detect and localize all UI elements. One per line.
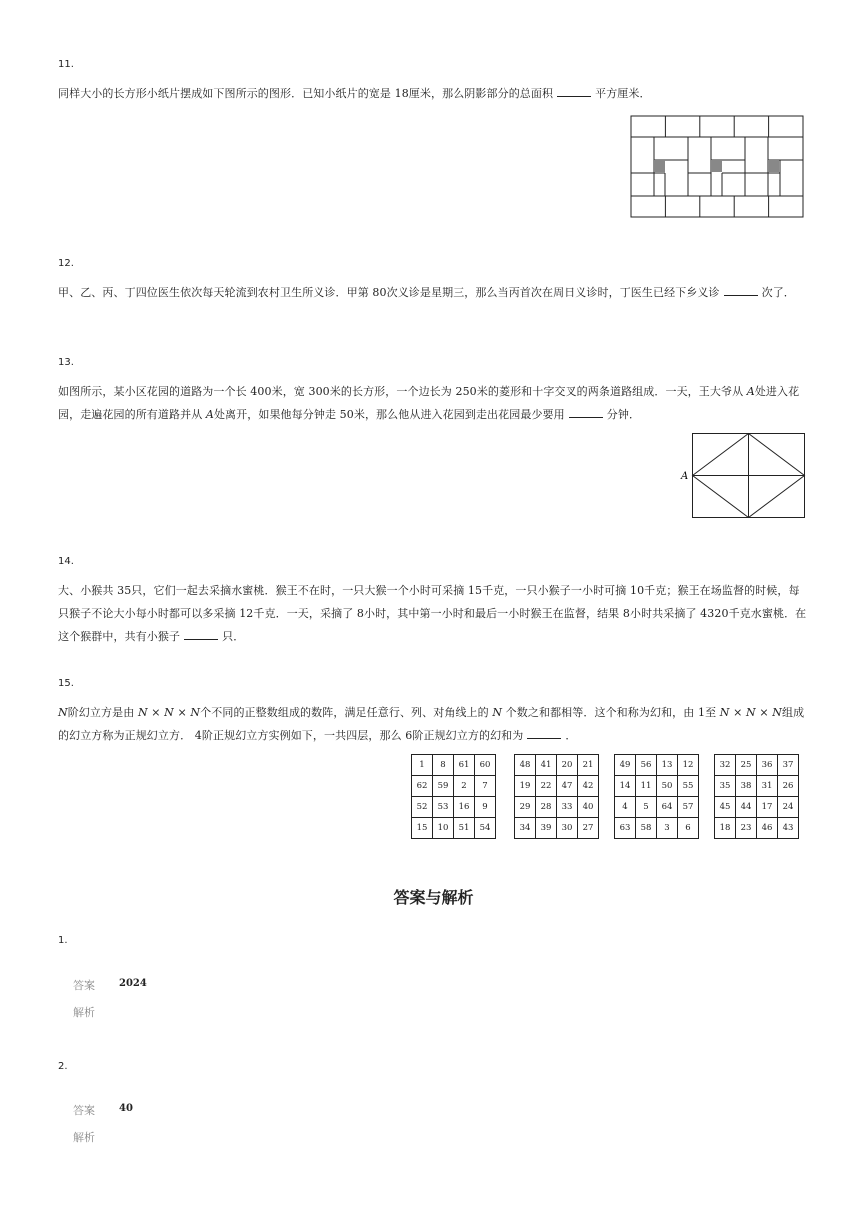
magic-cube-cell: 34 [515, 818, 536, 839]
magic-cube-cell: 32 [715, 755, 736, 776]
question-13-text [58, 380, 810, 426]
q15-stem-1: 阶幻立方是由 [67, 706, 138, 719]
magic-cube-cell: 60 [475, 755, 496, 776]
magic-cube-row [515, 818, 599, 839]
n-cubed: N × N × N [137, 706, 201, 719]
magic-cube-cell: 53 [433, 797, 454, 818]
var-n: N [492, 706, 503, 719]
magic-cube-cell: 21 [578, 755, 599, 776]
shaded-square [711, 160, 722, 172]
magic-cube-cell: 14 [615, 776, 636, 797]
magic-cube-cell: 54 [475, 818, 496, 839]
answer-value-1: 2024 [119, 978, 147, 989]
magic-cube-cell: 8 [433, 755, 454, 776]
magic-cube-cell: 46 [757, 818, 778, 839]
magic-cube-row [615, 797, 699, 818]
magic-cube-layer-2 [514, 754, 599, 839]
question-12-text [58, 281, 810, 304]
magic-cube-table [514, 754, 599, 839]
magic-cube-cell: 35 [715, 776, 736, 797]
magic-cube-cell: 51 [454, 818, 475, 839]
q13-unit: 分钟． [606, 408, 641, 421]
magic-cube-cell: 31 [757, 776, 778, 797]
question-15-text [58, 701, 810, 747]
shaded-square [654, 160, 665, 172]
magic-cube-cell: 12 [678, 755, 699, 776]
magic-cube-cell: 44 [736, 797, 757, 818]
magic-cube-row [412, 797, 496, 818]
magic-cube-cell: 30 [557, 818, 578, 839]
q13-stem-2: 处进入花园，走遍花园的所有道路并从 [58, 385, 800, 421]
magic-cube-cell: 59 [433, 776, 454, 797]
q14-stem: 大、小猴共 35只，它们一起去采摘水蜜桃．猴王不在时，一只大猴一个小时可采摘 15千克，一只小猴子一小时可摘 10千克；猴王在场监督的时候，每只猴子不论大小每小时都可以多采摘 12千克．一天，采摘了 8小时，其中第一小时和最后一小时猴王在监督，结果 8小时共采摘了 4320千克水蜜桃．在这个猴群中，共有小猴子 [58, 584, 807, 643]
q15-stem-4: 组成的幻立方称为正规幻立方． 4阶正规幻立方实例如下，一共四层，那么 6阶正规幻立方的幻和为 [58, 706, 805, 742]
magic-cube-cell: 55 [678, 776, 699, 797]
question-11-text [58, 82, 810, 105]
magic-cube-row [412, 755, 496, 776]
q12-stem: 甲、乙、丙、丁四位医生依次每天轮流到农村卫生所义诊．甲第 80次义诊是星期三，那么当丙首次在周日义诊时，丁医生已经下乡义诊 [58, 286, 720, 299]
magic-cube-cell: 26 [778, 776, 799, 797]
n-cubed: N × N × N [719, 706, 782, 719]
answer-blank [724, 285, 758, 296]
q15-stem-2: 个不同的正整数组成的数阵，满足任意行、列、对角线上的 [200, 706, 493, 719]
answer-value-2: 40 [119, 1103, 133, 1114]
question-number-13: 13. [58, 357, 74, 368]
garden-path-figure [678, 432, 808, 520]
magic-cube-cell: 33 [557, 797, 578, 818]
magic-cube-cell: 20 [557, 755, 578, 776]
magic-cube-cell: 36 [757, 755, 778, 776]
magic-cube-cell: 50 [657, 776, 678, 797]
q15-stem-3: 个数之和都相等．这个和称为幻和，由 1至 [502, 706, 720, 719]
magic-cube-row [515, 755, 599, 776]
q13-stem-1: 如图所示，某小区花园的道路为一个长 400米，宽 300米的长方形，一个边长为 250米的菱形和十字交叉的两条道路组成．一天，王大爷从 [58, 385, 747, 398]
magic-cube-cell: 43 [778, 818, 799, 839]
magic-cube-cell: 2 [454, 776, 475, 797]
magic-cube-cell: 7 [475, 776, 496, 797]
question-number-15: 15. [58, 678, 74, 689]
magic-cube-cell: 3 [657, 818, 678, 839]
var-a: A [746, 385, 755, 398]
q11-unit: 平方厘米． [595, 87, 651, 100]
analysis-label: 解析 [73, 1006, 95, 1019]
magic-cube-cell: 16 [454, 797, 475, 818]
magic-cube-cell: 48 [515, 755, 536, 776]
magic-cube-layer-4 [714, 754, 799, 839]
rectangle-tiling-figure [630, 115, 806, 219]
magic-cube-cell: 29 [515, 797, 536, 818]
question-number-14: 14. [58, 556, 74, 567]
point-a-label: A [681, 471, 689, 482]
answer-blank [569, 407, 603, 418]
magic-cube-cell: 39 [536, 818, 557, 839]
magic-cube-cell: 56 [636, 755, 657, 776]
answer-label: 答案 [73, 1104, 95, 1117]
magic-cube-cell: 47 [557, 776, 578, 797]
magic-cube-cell: 41 [536, 755, 557, 776]
magic-cube-cell: 5 [636, 797, 657, 818]
magic-cube-cell: 1 [412, 755, 433, 776]
answer-label: 答案 [73, 979, 95, 992]
magic-cube-layer-1 [411, 754, 496, 839]
magic-cube-cell: 17 [757, 797, 778, 818]
magic-cube-cell: 27 [578, 818, 599, 839]
magic-cube-cell: 9 [475, 797, 496, 818]
q14-unit: 只． [222, 630, 245, 643]
magic-cube-row [412, 818, 496, 839]
magic-cube-row [715, 797, 799, 818]
magic-cube-cell: 58 [636, 818, 657, 839]
magic-cube-cell: 11 [636, 776, 657, 797]
magic-cube-table [714, 754, 799, 839]
magic-cube-cell: 52 [412, 797, 433, 818]
var-n: N [58, 706, 68, 719]
magic-cube-cell: 57 [678, 797, 699, 818]
analysis-label: 解析 [73, 1131, 95, 1144]
magic-cube-row [412, 776, 496, 797]
magic-cube-cell: 10 [433, 818, 454, 839]
answer-number-1: 1. [58, 935, 68, 946]
magic-cube-cell: 42 [578, 776, 599, 797]
magic-cube-cell: 19 [515, 776, 536, 797]
answer-blank [184, 629, 218, 640]
magic-cube-row [615, 776, 699, 797]
q12-unit: 次了． [761, 286, 795, 299]
magic-cube-cell: 25 [736, 755, 757, 776]
answer-number-2: 2. [58, 1061, 68, 1072]
q13-stem-3: 处离开，如果他每分钟走 50米，那么他从进入花园到走出花园最少要用 [213, 408, 565, 421]
answer-blank [557, 86, 591, 97]
magic-cube-cell: 13 [657, 755, 678, 776]
magic-cube-row [715, 755, 799, 776]
question-14-text [58, 579, 810, 648]
magic-cube-layer-3 [614, 754, 699, 839]
magic-cube-row [715, 818, 799, 839]
q15-end: ． [565, 729, 577, 742]
magic-cube-table [411, 754, 496, 839]
magic-cube-cell: 23 [736, 818, 757, 839]
question-number-12: 12. [58, 258, 74, 269]
magic-cube-row [515, 797, 599, 818]
answers-title: 答案与解析 [393, 888, 474, 907]
magic-cube-cell: 61 [454, 755, 475, 776]
var-a: A [205, 408, 214, 421]
magic-cube-cell: 24 [778, 797, 799, 818]
question-number-11: 11. [58, 59, 74, 70]
magic-cube-cell: 22 [536, 776, 557, 797]
magic-cube-row [615, 818, 699, 839]
q11-stem: 同样大小的长方形小纸片摆成如下图所示的图形．已知小纸片的宽是 18厘米，那么阴影部分的总面积 [58, 87, 554, 100]
magic-cube-cell: 37 [778, 755, 799, 776]
magic-cube-cell: 28 [536, 797, 557, 818]
magic-cube-cell: 62 [412, 776, 433, 797]
magic-cube-cell: 18 [715, 818, 736, 839]
magic-cube-cell: 15 [412, 818, 433, 839]
magic-cube-cell: 64 [657, 797, 678, 818]
magic-cube-cell: 45 [715, 797, 736, 818]
magic-cube-cell: 6 [678, 818, 699, 839]
magic-cube-row [515, 776, 599, 797]
magic-cube-cell: 49 [615, 755, 636, 776]
magic-cube-table [614, 754, 699, 839]
answer-blank [527, 728, 561, 739]
magic-cube-cell: 40 [578, 797, 599, 818]
shaded-square [768, 160, 779, 172]
magic-cube-row [615, 755, 699, 776]
magic-cube-cell: 63 [615, 818, 636, 839]
magic-cube-cell: 38 [736, 776, 757, 797]
magic-cube-row [715, 776, 799, 797]
magic-cube-cell: 4 [615, 797, 636, 818]
